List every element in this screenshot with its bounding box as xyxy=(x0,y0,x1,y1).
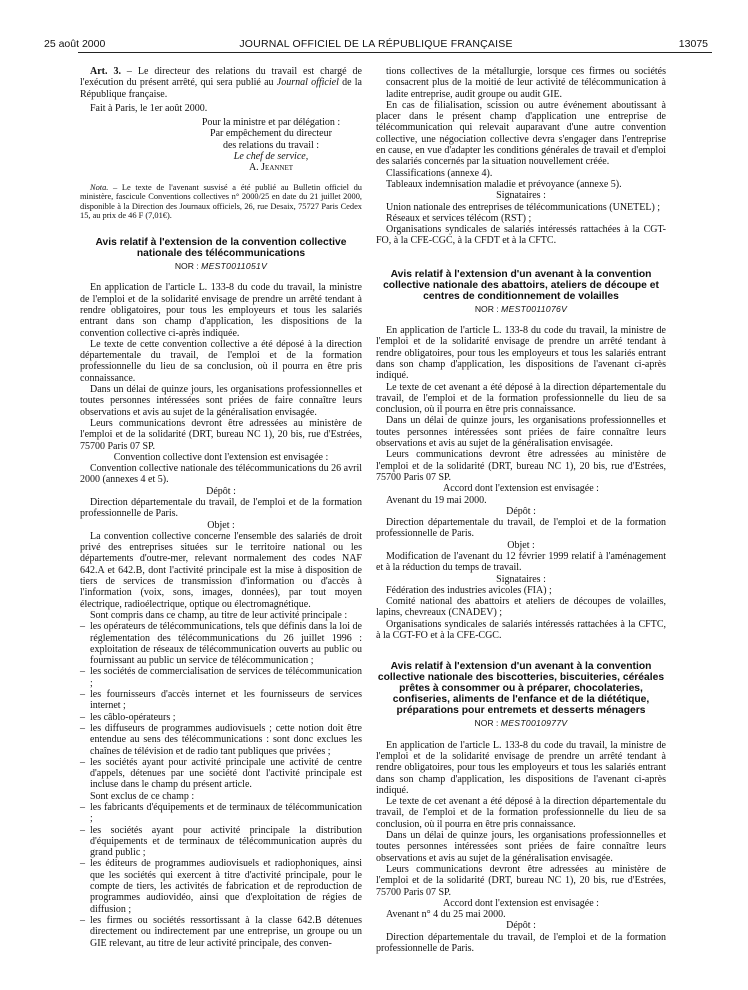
paragraph: Classifications (annexe 4). xyxy=(386,167,493,179)
list-item: – les opérateurs de télécommunications, tels que définis dans la loi de réglementation des télécommunications du 26 juillet 1996 : exploitation de réseaux de télécommunication ouverts au public ou fournissant au public un service de télécommunication ; xyxy=(80,621,362,666)
paragraph: Réseaux et services télécom (RST) ; xyxy=(386,212,532,224)
paragraph: Union nationale des entreprises de télécommunications (UNETEL) ; xyxy=(386,201,661,213)
paragraph: Convention collective dont l'extension est envisagée : xyxy=(113,451,329,463)
list-item: – les fabricants d'équipements et de terminaux de télécommunication ; xyxy=(80,802,362,825)
list-item: – les câblo-opérateurs ; xyxy=(80,712,362,723)
avis-1-title: Avis relatif à l'extension de la convention collective nationale des télécommunications xyxy=(95,237,347,260)
objet-label: Objet : xyxy=(507,539,535,551)
paragraph: Organisations syndicales de salariés intéressés rattachées à la CGT-FO, à la CFE-CGC, à la CFDT et à la CFTC. xyxy=(376,224,666,247)
page-header xyxy=(44,38,708,52)
avis-3-title: Avis relatif à l'extension d'un avenant à la convention collective nationale des biscotteries, biscuiteries, céréales prêtes à consommer ou à préparer, chocolateries, confiseries, aliments de l'enfance et de la diététique, préparations pour entremets et desserts ménagers xyxy=(377,661,665,717)
paragraph: En application de l'article L. 133-8 du code du travail, la ministre de l'emploi et de la solidarité envisage de prendre un arrêté tendant à rendre obligatoires, pour tous les employeurs et tous les salariés entrant dans son champ d'application, les dispositions de l'avenant ci-après indiqué. xyxy=(376,325,666,382)
paragraph: Sont compris dans ce champ, au titre de leur activité principale : xyxy=(90,609,348,621)
paragraph: Tableaux indemnisation maladie et prévoyance (annexe 5). xyxy=(386,178,622,190)
paragraph: Le texte de cet avenant a été déposé à la direction départementale du travail, de l'emploi et de la formation professionnelle du lieu de sa conclusion, où il pourra en être pris connaissance. xyxy=(376,381,666,416)
avis-2-nor: NOR : MEST0011076V xyxy=(474,303,568,314)
paragraph: La convention collective concerne l'ensemble des salariés de droit privé des entreprises situées sur le territoire national ou les départements d'outre-mer, relevant normalement des codes NAF 642.A et 642.B, dont l'activité principale est la mise à disposition de tiers de services de transmission d'information ou d'accès à l'information (voix, sons, images, données), par tout moyen électrique, radioélectrique, optique ou électromagnétique. xyxy=(80,530,362,610)
included-list xyxy=(80,621,362,790)
issue-date: 25 août 2000 xyxy=(44,38,106,50)
list-item: – les firmes ou sociétés ressortissant à la classe 642.B détenues directement ou indirectement par une entreprise, un groupe ou un GIE relevant, au titre de leur activité principale, des conven- xyxy=(80,915,362,949)
paragraph: Direction départementale du travail, de l'emploi et de la formation professionnelle de Paris. xyxy=(376,931,666,954)
paragraph: Comité national des abattoirs et ateliers de découpes de volailles, lapins, chevreaux (CNADEV) ; xyxy=(376,596,666,619)
depot-label: Dépôt : xyxy=(506,505,536,517)
avis-2-title: Avis relatif à l'extension d'un avenant à la convention collective nationale des abattoirs, ateliers de découpe et centres de conditionnement de volailles xyxy=(383,268,659,302)
page-number: 13075 xyxy=(678,38,708,50)
nota: Nota. – Le texte de l'avenant susvisé a été publié au Bulletin officiel du ministère, fascicule Conventions collectives n° 2000/25 en date du 21 juillet 2000, disponible à la Direction des Journaux officiels, 26, rue Desaix, 75727 Paris Cedex 15, au prix de 46 F (7,01€). xyxy=(80,182,362,221)
paragraph: Modification de l'avenant du 12 février 1999 relatif à l'aménagement et à la réduction du temps de travail. xyxy=(376,550,666,574)
paragraph: En application de l'article L. 133-8 du code du travail, la ministre de l'emploi et de la solidarité envisage de prendre un arrêté tendant à rendre obligatoires, pour tous les employeurs et tous les salariés entrant dans son champ d'application, les dispositions de la convention collective ci-après indiquée. xyxy=(80,282,362,339)
avis-1-nor: NOR : MEST0011051V xyxy=(174,261,268,272)
avis-3-nor: NOR : MEST0010977V xyxy=(474,718,568,729)
paragraph: tions collectives de la métallurgie, lorsque ces firmes ou sociétés consacrent plus de la moitié de leur activité de télécommunication à ladite entreprise, audit groupe ou audit GIE. xyxy=(386,66,666,100)
list-item: – les éditeurs de programmes audiovisuels et radiophoniques, ainsi que les sociétés qui exercent à titre d'activité principale, pour le compte de tiers, les activités de fabrication et de reproduction de programmes audiovidéo, ainsi que d'exploitation de régies de diffusion ; xyxy=(80,858,362,914)
paragraph: En application de l'article L. 133-8 du code du travail, la ministre de l'emploi et de la solidarité envisage de prendre un arrêté tendant à rendre obligatoires, pour tous les employeurs et tous les salariés entrant dans son champ d'application, les dispositions de l'avenant ci-après indiqué. xyxy=(376,739,666,796)
paragraph: Accord dont l'extension est envisagée : xyxy=(443,483,599,495)
paragraph: Accord dont l'extension est envisagée : xyxy=(443,897,599,909)
paragraph: Avenant n° 4 du 25 mai 2000. xyxy=(386,909,506,921)
list-item: – les sociétés ayant pour activité principale la distribution d'équipements et de terminaux de télécommunication auprès du grand public ; xyxy=(80,825,362,859)
paragraph: Convention collective nationale des télécommunications du 26 avril 2000 (annexes 4 et 5). xyxy=(80,463,362,486)
list-item: – les sociétés de commercialisation de services de télécommunication ; xyxy=(80,666,362,689)
paragraph: En cas de filialisation, scission ou autre événement aboutissant à placer dans le présent champ d'application une entreprise de télécommunication qui relevait auparavant d'une autre convention collective, une négociation collective devra s'engager dans l'entreprise en cause, en vue d'adapter les conditions générales de travail et d'emploi des salariés concernés par la situation nouvellement créée. xyxy=(376,99,666,168)
paragraph: Le texte de cet avenant a été déposé à la direction départementale du travail, de l'emploi et de la formation professionnelle du lieu de sa conclusion, où il pourra en être pris connaissance. xyxy=(376,796,666,830)
excluded-list xyxy=(80,802,362,949)
signatory-name: A. Jeannet xyxy=(248,162,294,174)
list-item: – les sociétés ayant pour activité principale une activité de centre d'appels, détenues par une société dont l'activité principale est incluse dans le champ du présent article. xyxy=(80,757,362,791)
depot-label: Dépôt : xyxy=(206,485,236,497)
paragraph: Dans un délai de quinze jours, les organisations professionnelles et toutes personnes intéressées sont priées de faire connaître leurs observations et avis au sujet de la généralisation envisagée. xyxy=(80,384,362,418)
paragraph: Leurs communications devront être adressées au ministère de l'emploi et de la solidarité (DRT, bureau NC 1), 20 bis, rue d'Estrées, 75700 Paris 07 SP. xyxy=(376,863,666,898)
article-3: Art. 3. – Le directeur des relations du travail est chargé de l'exécution du présent arrêté, qui sera publié au Journal officiel de la République française. xyxy=(80,66,362,100)
right-column xyxy=(376,66,666,954)
paragraph: Dans un délai de quinze jours, les organisations professionnelles et toutes personnes intéressées sont priées de faire connaître leurs observations et avis au sujet de la généralisation envisagée. xyxy=(376,415,666,450)
paragraph: Direction départementale du travail, de l'emploi et de la formation professionnelle de Paris. xyxy=(80,496,362,520)
list-item: – les diffuseurs de programmes audiovisuels ; cette notion doit être entendue au sens des télécommunications : sont donc exclues les chaînes de télévision et de radio tant publiques que privées ; xyxy=(80,723,362,757)
paragraph: Sont exclus de ce champ : xyxy=(90,790,195,802)
paragraph: Direction départementale du travail, de l'emploi et de la formation professionnelle de Paris. xyxy=(376,517,666,540)
signature-block: Pour la ministre et par délégation : Par empêchement du directeur des relations du travail : Le chef de service, A. Jeannet xyxy=(80,117,362,173)
article-3-label: Art. 3. xyxy=(90,66,121,77)
journal-title: JOURNAL OFFICIEL DE LA RÉPUBLIQUE FRANÇAISE xyxy=(239,38,513,50)
objet-label: Objet : xyxy=(207,519,235,531)
paragraph: Organisations syndicales de salariés intéressés rattachées à la CFTC, à la CGT-FO et à la CFE-CGC. xyxy=(376,618,666,642)
paragraph: Avenant du 19 mai 2000. xyxy=(386,494,487,506)
signataires-label: Signataires : xyxy=(496,190,546,202)
signataires-label: Signataires : xyxy=(496,573,546,585)
list-item: – les fournisseurs d'accès internet et les fournisseurs de services internet ; xyxy=(80,689,362,712)
fait-a-paris: Fait à Paris, le 1er août 2000. xyxy=(90,102,208,114)
paragraph: Fédération des industries avicoles (FIA) ; xyxy=(386,584,552,596)
paragraph: Le texte de cette convention collective a été déposé à la direction départementale du travail, de l'emploi et de la formation professionnelle du lieu de sa conclusion, où il pourra en être pris connaissance. xyxy=(80,338,362,384)
header-rule xyxy=(78,52,712,53)
depot-label: Dépôt : xyxy=(506,920,536,932)
left-column xyxy=(80,66,362,949)
paragraph: Dans un délai de quinze jours, les organisations professionnelles et toutes personnes intéressées sont priées de faire connaître leurs observations et avis au sujet de la généralisation envisagée. xyxy=(376,830,666,864)
paragraph: Leurs communications devront être adressées au ministère de l'emploi et de la solidarité (DRT, bureau NC 1), 20 bis, rue d'Estrées, 75700 Paris 07 SP. xyxy=(376,449,666,483)
paragraph: Leurs communications devront être adressées au ministère de l'emploi et de la solidarité (DRT, bureau NC 1), 20 bis, rue d'Estrées, 75700 Paris 07 SP. xyxy=(80,417,362,452)
